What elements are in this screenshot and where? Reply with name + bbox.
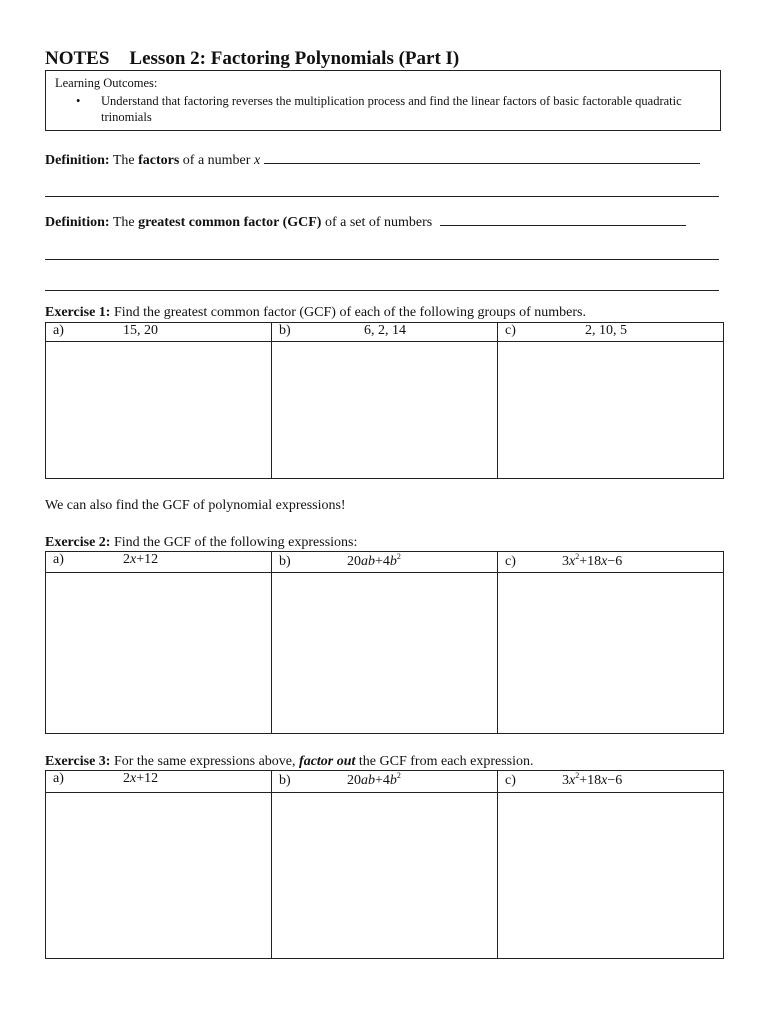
part-letter: c) bbox=[505, 323, 516, 338]
exercise-instruction: Find the GCF of the following expressions: bbox=[113, 535, 358, 550]
answer-area[interactable] bbox=[46, 342, 272, 479]
answer-blank[interactable] bbox=[264, 151, 700, 164]
answer-area[interactable] bbox=[46, 573, 272, 734]
exercise-1-table bbox=[45, 322, 724, 479]
exercise-2-cell-c-header bbox=[498, 552, 724, 573]
exercise-2-heading bbox=[45, 535, 357, 551]
exercise-label: Exercise 2: bbox=[45, 535, 111, 550]
learning-outcomes-heading: Learning Outcomes: bbox=[55, 76, 158, 90]
number-group: 15, 20 bbox=[123, 323, 158, 338]
expression-c: $3x^2+18x-6$ bbox=[562, 552, 623, 569]
number-group: 6, 2, 14 bbox=[364, 323, 406, 338]
exercise-label: Exercise 3: bbox=[45, 754, 111, 769]
page-title bbox=[45, 48, 459, 70]
expression-a: 2x+12 bbox=[123, 552, 159, 567]
answer-line[interactable] bbox=[45, 290, 719, 291]
bullet-icon: • bbox=[76, 94, 81, 108]
part-letter: b) bbox=[279, 554, 291, 569]
exercise-2-cell-a-header bbox=[46, 552, 272, 573]
variable-x: x bbox=[253, 153, 261, 168]
exercise-instruction: Find the greatest common factor (GCF) of each of the following groups of numbers. bbox=[113, 305, 586, 320]
exercise-1-cell-b-header bbox=[272, 323, 498, 342]
definition-label: Definition: bbox=[45, 153, 110, 168]
part-letter: a) bbox=[53, 771, 64, 786]
part-letter: b) bbox=[279, 773, 291, 788]
expression-b: $20ab+4b^2$ bbox=[347, 771, 401, 788]
answer-line[interactable] bbox=[45, 196, 719, 197]
definition-factors bbox=[45, 151, 700, 169]
exercise-instruction: the GCF from each expression. bbox=[355, 754, 534, 769]
expression-c: $3x^2+18x-6$ bbox=[562, 771, 623, 788]
exercise-3-cell-c-header bbox=[498, 771, 724, 793]
answer-area[interactable] bbox=[498, 573, 724, 734]
definition-text: of a number bbox=[179, 153, 254, 168]
definition-label: Definition: bbox=[45, 215, 110, 230]
exercise-3-heading bbox=[45, 754, 534, 770]
part-letter: c) bbox=[505, 554, 516, 569]
expression-b: $20ab+4b^2$ bbox=[347, 552, 401, 569]
answer-area[interactable] bbox=[46, 793, 272, 959]
exercise-2-cell-b-header bbox=[272, 552, 498, 573]
number-group: 2, 10, 5 bbox=[585, 323, 627, 338]
lesson-title: Lesson 2: Factoring Polynomials (Part I) bbox=[129, 48, 460, 69]
answer-area[interactable] bbox=[272, 342, 498, 479]
answer-area[interactable] bbox=[498, 793, 724, 959]
part-letter: b) bbox=[279, 323, 291, 338]
definition-term: factors bbox=[138, 153, 180, 168]
part-letter: c) bbox=[505, 773, 516, 788]
learning-outcomes-box bbox=[45, 70, 721, 131]
intro-text: We can also find the GCF of polynomial expressions! bbox=[45, 498, 346, 513]
exercise-3-cell-a-header bbox=[46, 771, 272, 793]
notes-label: NOTES bbox=[45, 48, 110, 69]
learning-outcome-item bbox=[76, 93, 696, 125]
definition-text: The bbox=[112, 215, 139, 230]
exercise-1-heading bbox=[45, 305, 586, 321]
exercise-3-table bbox=[45, 770, 724, 959]
part-letter: a) bbox=[53, 323, 64, 338]
answer-blank[interactable] bbox=[440, 213, 686, 226]
answer-line[interactable] bbox=[45, 259, 719, 260]
definition-text: The bbox=[112, 153, 139, 168]
exercise-1-cell-c-header bbox=[498, 323, 724, 342]
exercise-label: Exercise 1: bbox=[45, 305, 111, 320]
part-letter: a) bbox=[53, 552, 64, 567]
answer-area[interactable] bbox=[272, 793, 498, 959]
definition-text: of a set of numbers bbox=[321, 215, 433, 230]
definition-term: greatest common factor (GCF) bbox=[138, 215, 322, 230]
expression-a: 2x+12 bbox=[123, 771, 159, 786]
exercise-1-cell-a-header bbox=[46, 323, 272, 342]
exercise-instruction: For the same expressions above, bbox=[113, 754, 300, 769]
answer-area[interactable] bbox=[272, 573, 498, 734]
emphasis-text: factor out bbox=[299, 754, 356, 769]
learning-outcome-text: Understand that factoring reverses the multiplication process and find the linear factors of basic factorable quadratic trinomials bbox=[101, 94, 682, 124]
exercise-2-table bbox=[45, 551, 724, 734]
exercise-3-cell-b-header bbox=[272, 771, 498, 793]
definition-gcf bbox=[45, 213, 686, 231]
answer-area[interactable] bbox=[498, 342, 724, 479]
